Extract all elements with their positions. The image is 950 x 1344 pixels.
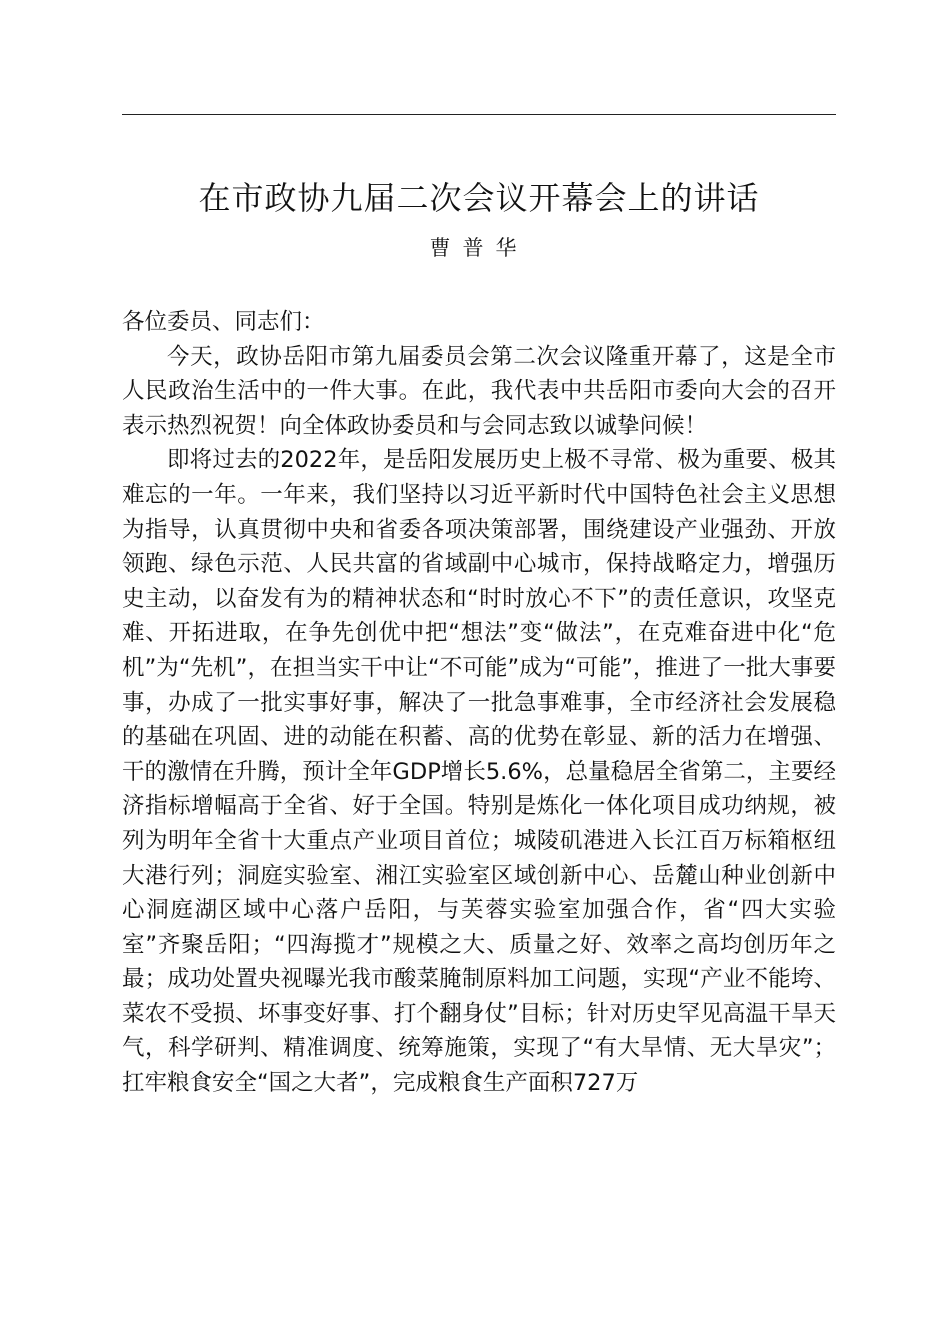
speech-body (122, 305, 836, 1101)
document-title: 在市政协九届二次会议开幕会上的讲话 (198, 179, 760, 217)
author-name: 曹普华 (429, 236, 529, 260)
paragraph-opening: 今天，政协岳阳市第九届委员会第二次会议隆重开幕了，这是全市人民政治生活中的一件大事。在此，我代表中共岳阳市委向大会的召开表示热烈祝贺！向全体政协委员和与会同志致以诚挚问候！ (122, 343, 836, 439)
salutation: 各位委员、同志们： (122, 309, 325, 335)
paragraph-review: 即将过去的2022年，是岳阳发展历史上极不寻常、极为重要、极其难忘的一年。一年来，我们坚持以习近平新时代中国特色社会主义思想为指导，认真贯彻中央和省委各项决策部署，围绕建设产业强劲、开放领跑、绿色示范、人民共富的省域副中心城市，保持战略定力，增强历史主动，以奋发有为的精神状态和“时时放心不下”的责任意识，攻坚克难、开拓进取，在争先创优中把“想法”变“做法”，在克难奋进中化“危机”为“先机”，在担当实干中让“不可能”成为“可能”，推进了一批大事要事，办成了一批实事好事，解决了一批急事难事，全市经济社会发展稳的基础在巩固、进的动能在积蓄、高的优势在彰显、新的活力在增强、干的激情在升腾，预计全年GDP增长5.6%，总量稳居全省第二，主要经济指标增幅高于全省、好于全国。特别是炼化一体化项目成功纳规，被列为明年全省十大重点产业项目首位；城陵矶港进入长江百万标箱枢纽大港行列；洞庭实验室、湘江实验室区域创新中心、岳麓山种业创新中心洞庭湖区域中心落户岳阳，与芙蓉实验室加强合作，省“四大实验室”齐聚岳阳；“四海揽才”规模之大、质量之好、效率之高均创历年之最；成功处置央视曝光我市酸菜腌制原料加工问题，实现“产业不能垮、菜农不受损、坏事变好事、打个翻身仗”目标；针对历史罕见高温干旱天气，科学研判、精准调度、统筹施策，实现了“有大旱情、无大旱灾”；扛牢粮食安全“国之大者”，完成粮食生产面积727万 (122, 447, 836, 1097)
header-rule (122, 114, 836, 115)
